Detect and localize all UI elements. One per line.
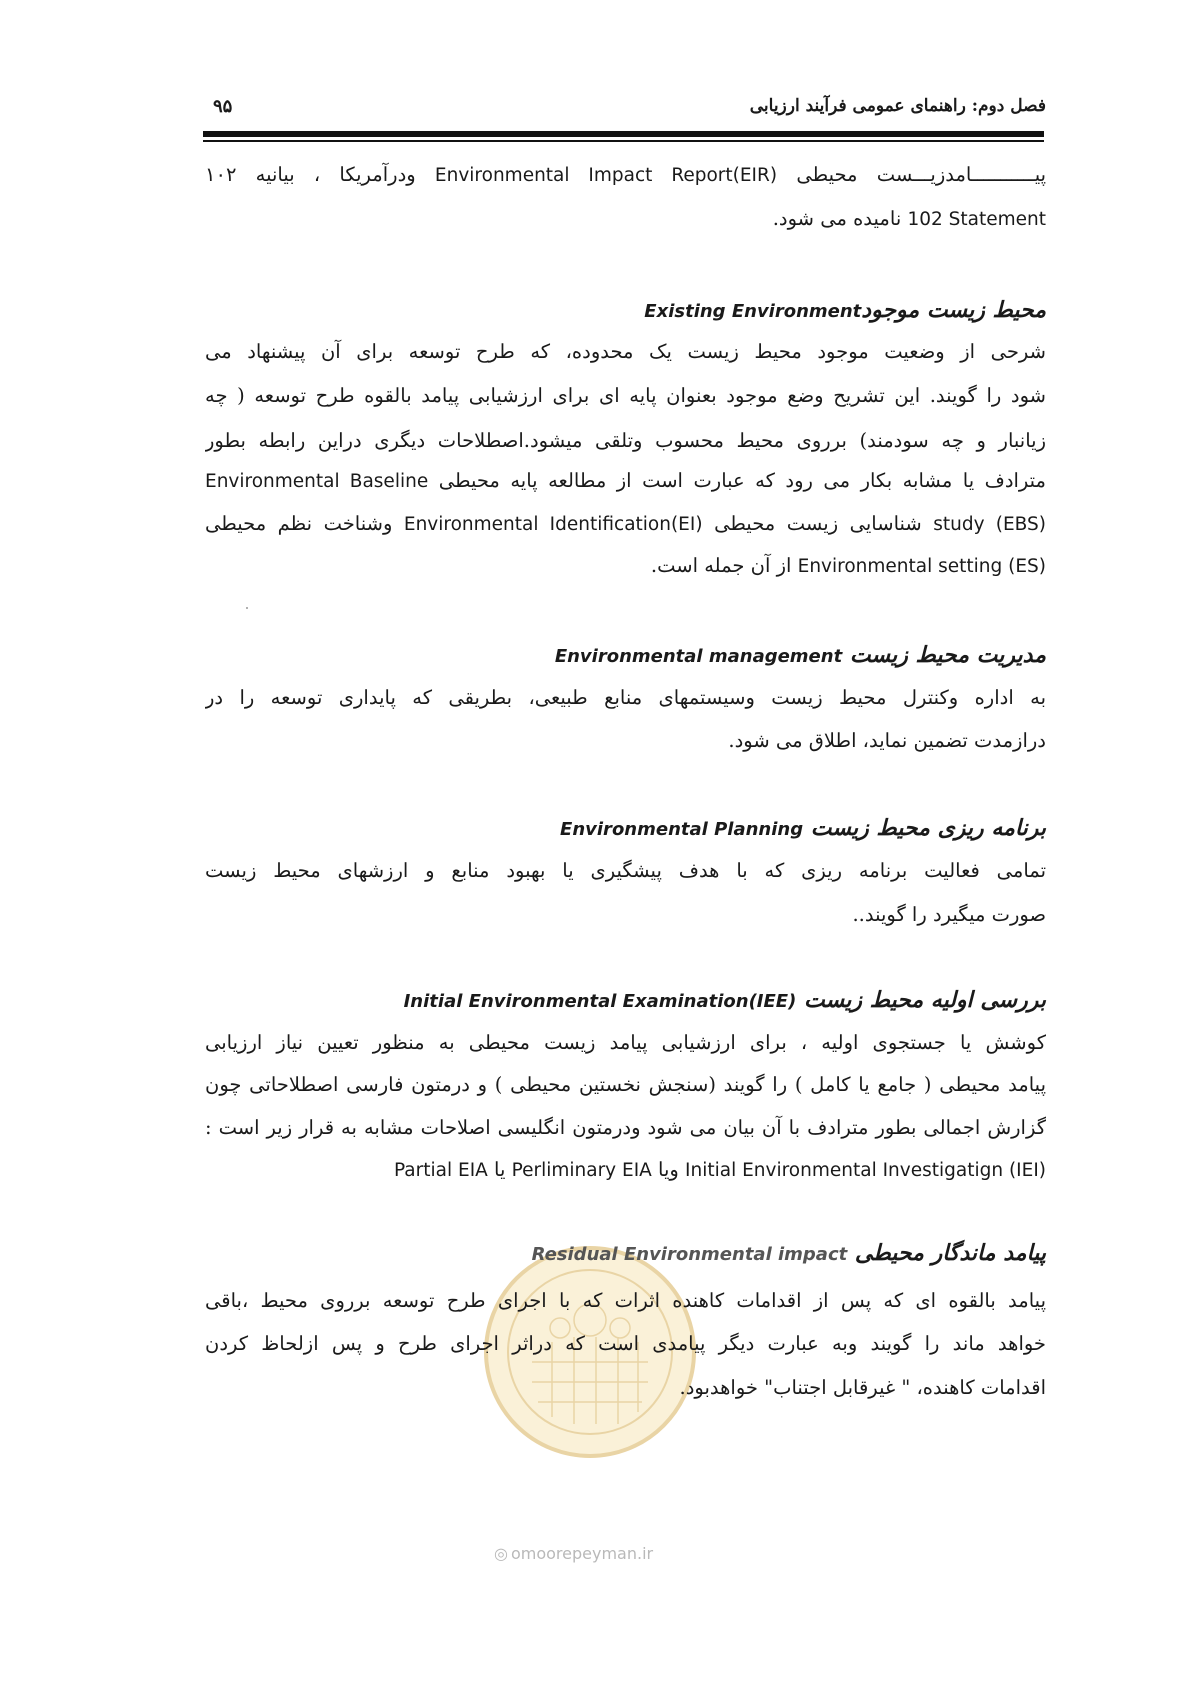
paragraph-line: درازمدت تضمین نماید، اطلاق می شود. (728, 729, 1046, 752)
paragraph-line: کوشش یا جستجوی اولیه ، برای ارزشیابی پیامد زیست محیطی به منظور تعیین نیاز ارزیابی (205, 1031, 1046, 1054)
paragraph-line: شود را گویند. این تشریح وضع موجود بعنوان پایه ای برای ارزشیابی پیامد بالقوه طرح توسعه ( چه (205, 384, 1046, 407)
paragraph-line: خواهد ماند را گویند وبه عبارت دیگر پیامدی است که دراثر اجرای طرح و پس ازلحاظ کردن (205, 1332, 1046, 1355)
paragraph-line: Environmental setting (ES) از آن جمله است. (650, 554, 1046, 577)
paragraph-line: صورت میگیرد را گویند.. (852, 903, 1046, 926)
paragraph-line: به اداره وکنترل محیط زیست وسیستمهای منابع طبیعی، بطریقی که پایداری توسعه را در (205, 686, 1046, 709)
header-rule-thick (203, 131, 1044, 137)
page-number: ۹۵ (213, 96, 233, 117)
section-heading-initial-environmental-examination: بررسی اولیه محیط زیست Initial Environmental Examination(IEE) (403, 987, 1046, 1013)
scan-speck (246, 607, 248, 609)
paragraph-line: پیامد بالقوه ای که پس از اقدامات کاهنده اثرات که با اجرای طرح توسعه برروی محیط ،باقی (205, 1289, 1046, 1312)
intro-line-1: پیـــــــــــامدزیـــست محیطی Environmental Impact Report(EIR) ودرآمریکا ، بیانیه ۱۰۲ (205, 163, 1046, 186)
paragraph-line: پیامد محیطی ( جامع یا کامل ) را گویند (سنجش نخستین محیطی ) و درمتون فارسی اصطلاحاتی چون (205, 1073, 1046, 1096)
paragraph-line: شرحی از وضعیت موجود محیط زیست یک محدوده، که طرح توسعه برای آن پیشنهاد می (205, 340, 1046, 363)
paragraph-line: گزارش اجمالی بطور مترادف با آن بیان می شود ودرمتون انگلیسی اصلاحات مشابه به قرار زیر است : (205, 1116, 1046, 1139)
intro-line-2: 102 Statement نامیده می شود. (772, 207, 1046, 230)
section-heading-existing-environment: محیط زیست موجودExisting Environment (644, 297, 1046, 323)
section-heading-environmental-planning: برنامه ریزی محیط زیست Environmental Planning (560, 815, 1046, 841)
paragraph-line: Initial Environmental Investigatign (IEI) ویا Perliminary EIA یا Partial EIA (393, 1158, 1046, 1181)
paragraph-line: study (EBS) شناسایی زیست محیطی Environmental Identification(EI) وشناخت نظم محیطی (205, 512, 1046, 535)
paragraph-line: اقدامات کاهنده، " غیرقابل اجتناب" خواهدبود. (679, 1376, 1046, 1399)
running-title: فصل دوم: راهنمای عمومی فرآیند ارزیابی (749, 96, 1046, 116)
paragraph-line: تمامی فعالیت برنامه ریزی که با هدف پیشگیری یا بهبود منابع و ارزشهای محیط زیست (205, 859, 1046, 882)
section-heading-residual-environmental-impact: پیامد ماندگار محیطی Residual Environmental impact (531, 1240, 1046, 1266)
watermark-site: ◎ omoorepeyman.ir (494, 1544, 654, 1563)
globe-icon: ◎ (494, 1544, 508, 1563)
header-rule-thin (203, 140, 1044, 142)
paragraph-line: زیانبار و چه سودمند) برروی محیط محسوب وتلقی میشود.اصطلاحات دیگری دراین رابطه بطور (205, 429, 1046, 452)
paragraph-line: مترادف یا مشابه بکار می رود که عبارت است از مطالعه پایه محیطی Environmental Baseline (205, 469, 1046, 492)
section-heading-environmental-management: مدیریت محیط زیست Environmental management (554, 642, 1046, 668)
